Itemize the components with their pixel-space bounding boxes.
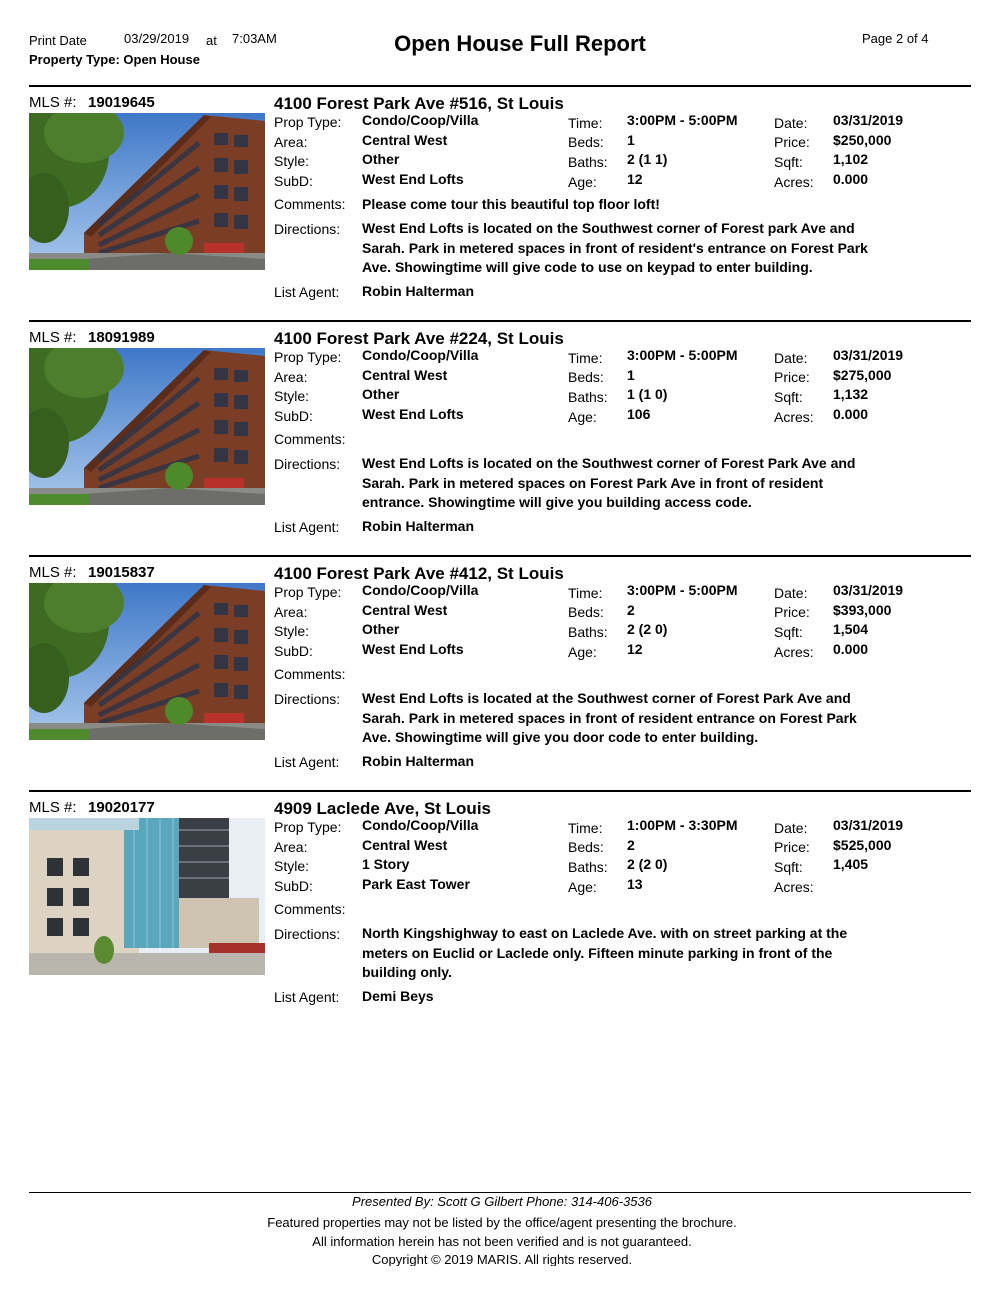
age-value: 12 (627, 641, 643, 658)
loft-building-photo (29, 348, 265, 505)
subd-value: Park East Tower (362, 876, 470, 893)
copyright: Copyright © 2019 MARIS. All rights reserved. (371, 1252, 633, 1266)
directions-line: West End Lofts is located on the Southwest corner of Forest Park Ave and (362, 455, 856, 471)
date-label: Date: (774, 349, 808, 366)
list-agent-label: List Agent: (274, 284, 340, 300)
subd-value: West End Lofts (362, 641, 464, 658)
style-value: Other (362, 151, 400, 168)
directions-value (362, 454, 902, 513)
subd-value: West End Lofts (362, 406, 464, 423)
print-date: 03/29/2019 (124, 31, 190, 46)
sqft-label: Sqft: (774, 858, 803, 875)
presented-by: Presented By: Scott G Gilbert Phone: 314-406-3536 (352, 1194, 652, 1209)
list-agent-value: Robin Halterman (362, 518, 475, 534)
listing-address: 4100 Forest Park Ave #516, St Louis (274, 94, 564, 113)
prop-type-value: Condo/Coop/Villa (362, 817, 479, 833)
time-label: Time: (568, 584, 603, 601)
acres-value: 0.000 (833, 406, 869, 423)
baths-label: Baths: (568, 858, 608, 875)
property-type-header: Property Type: Open House (29, 52, 200, 67)
directions-label: Directions: (274, 221, 341, 237)
list-agent-label: List Agent: (274, 519, 340, 535)
loft-building-photo (29, 113, 265, 270)
list-agent-label: List Agent: (274, 754, 340, 770)
mls-number: 19019645 (88, 94, 155, 111)
age-value: 12 (627, 171, 643, 188)
subd-label: SubD: (274, 643, 313, 660)
listing-address: 4100 Forest Park Ave #224, St Louis (274, 329, 564, 348)
subd-value: West End Lofts (362, 171, 464, 188)
mls-label: MLS #: (29, 94, 77, 111)
date-value: 03/31/2019 (833, 347, 904, 363)
time-label: Time: (568, 349, 603, 366)
price-label: Price: (774, 839, 810, 856)
prop-type-label: Prop Type: (274, 114, 342, 130)
time-label: Time: (568, 819, 603, 836)
style-label: Style: (274, 388, 310, 405)
baths-value: 2 (1 1) (627, 151, 668, 168)
subd-label: SubD: (274, 173, 313, 190)
sqft-value: 1,504 (833, 621, 869, 638)
directions-label: Directions: (274, 456, 341, 472)
comments-label: Comments: (274, 431, 346, 447)
baths-label: Baths: (568, 623, 608, 640)
style-value: Other (362, 621, 400, 638)
listing-address: 4100 Forest Park Ave #412, St Louis (274, 564, 564, 583)
beds-value: 1 (627, 366, 635, 383)
time-label: Time: (568, 114, 603, 131)
comments-label: Comments: (274, 901, 346, 917)
beds-label: Beds: (568, 604, 604, 621)
list-agent-label: List Agent: (274, 989, 340, 1005)
listing-19019645 (29, 94, 971, 324)
acres-value: 0.000 (833, 171, 869, 188)
time-value: 1:00PM - 3:30PM (627, 817, 738, 833)
time-value: 3:00PM - 5:00PM (627, 347, 738, 363)
directions-line: building only. (362, 964, 452, 981)
age-label: Age: (568, 173, 597, 190)
prop-type-label: Prop Type: (274, 819, 342, 835)
beds-label: Beds: (568, 134, 604, 151)
loft-building-photo (29, 583, 265, 740)
area-value: Central West (362, 366, 448, 383)
date-value: 03/31/2019 (833, 817, 904, 833)
listing-19015837 (29, 564, 971, 794)
beds-label: Beds: (568, 369, 604, 386)
age-value: 106 (627, 406, 651, 423)
listing-divider (29, 555, 971, 557)
time-value: 3:00PM - 5:00PM (627, 582, 738, 598)
style-label: Style: (274, 858, 310, 875)
beds-value: 2 (627, 601, 635, 618)
directions-line: meters on Euclid or Laclede only. Fifteen minute parking in front of the (362, 944, 833, 961)
mls-label: MLS #: (29, 329, 77, 346)
disclaimer-line-2: All information herein has not been verified and is not guaranteed. (312, 1234, 692, 1249)
listing-divider (29, 790, 971, 792)
sqft-label: Sqft: (774, 388, 803, 405)
date-value: 03/31/2019 (833, 582, 904, 598)
price-label: Price: (774, 604, 810, 621)
print-time: 7:03AM (232, 31, 277, 46)
sqft-value: 1,132 (833, 386, 869, 403)
directions-line: North Kingshighway to east on Laclede Ave. with on street parking at the (362, 925, 848, 941)
subd-label: SubD: (274, 408, 313, 425)
page-number: Page 2 of 4 (862, 31, 929, 46)
listing-18091989 (29, 329, 971, 559)
comments-label: Comments: (274, 666, 346, 682)
directions-line: Ave. Showingtime will give you door code to enter building. (362, 729, 759, 746)
directions-line: Ave. Showingtime will give code to use on keypad to enter building. (362, 259, 813, 276)
tower-building-photo (29, 818, 265, 975)
subd-label: SubD: (274, 878, 313, 895)
baths-label: Baths: (568, 153, 608, 170)
acres-label: Acres: (774, 408, 814, 425)
directions-line: West End Lofts is located at the Southwest corner of Forest Park Ave and (362, 690, 851, 706)
price-value: $275,000 (833, 366, 892, 383)
sqft-label: Sqft: (774, 153, 803, 170)
acres-label: Acres: (774, 173, 814, 190)
date-label: Date: (774, 114, 808, 131)
age-value: 13 (627, 876, 643, 893)
prop-type-value: Condo/Coop/Villa (362, 582, 479, 598)
directions-label: Directions: (274, 926, 341, 942)
sqft-value: 1,102 (833, 151, 869, 168)
acres-label: Acres: (774, 643, 814, 660)
age-label: Age: (568, 643, 597, 660)
age-label: Age: (568, 878, 597, 895)
area-value: Central West (362, 601, 448, 618)
comments-value: Please come tour this beautiful top floor loft! (362, 196, 660, 212)
directions-line: Sarah. Park in metered spaces in front of resident entrance on Forest Park (362, 709, 857, 726)
style-label: Style: (274, 153, 310, 170)
comments-label: Comments: (274, 196, 346, 212)
beds-label: Beds: (568, 839, 604, 856)
price-label: Price: (774, 369, 810, 386)
mls-label: MLS #: (29, 799, 77, 816)
mls-label: MLS #: (29, 564, 77, 581)
area-label: Area: (274, 838, 308, 855)
sqft-label: Sqft: (774, 623, 803, 640)
mls-number: 18091989 (88, 329, 155, 346)
prop-type-value: Condo/Coop/Villa (362, 112, 479, 128)
directions-value (362, 219, 902, 278)
price-label: Price: (774, 134, 810, 151)
area-label: Area: (274, 368, 308, 385)
area-label: Area: (274, 133, 308, 150)
beds-value: 1 (627, 131, 635, 148)
directions-value (362, 689, 902, 748)
print-date-label: Print Date (29, 33, 87, 48)
listing-address: 4909 Laclede Ave, St Louis (274, 799, 491, 818)
date-label: Date: (774, 819, 808, 836)
footer-divider (29, 1192, 971, 1193)
list-agent-value: Robin Halterman (362, 753, 475, 769)
style-label: Style: (274, 623, 310, 640)
acres-value: 0.000 (833, 641, 869, 658)
prop-type-label: Prop Type: (274, 349, 342, 365)
style-value: Other (362, 386, 400, 403)
mls-number: 19015837 (88, 564, 155, 581)
date-label: Date: (774, 584, 808, 601)
date-value: 03/31/2019 (833, 112, 904, 128)
time-value: 3:00PM - 5:00PM (627, 112, 738, 128)
baths-value: 2 (2 0) (627, 621, 668, 638)
age-label: Age: (568, 408, 597, 425)
price-value: $525,000 (833, 836, 892, 853)
prop-type-value: Condo/Coop/Villa (362, 347, 479, 363)
list-agent-value: Robin Halterman (362, 283, 475, 299)
baths-label: Baths: (568, 388, 608, 405)
sqft-value: 1,405 (833, 856, 869, 873)
report-title: Open House Full Report (394, 31, 646, 56)
style-value: 1 Story (362, 856, 410, 873)
directions-line: West End Lofts is located on the Southwest corner of Forest park Ave and (362, 220, 855, 236)
directions-line: Sarah. Park in metered spaces on Forest Park Ave in front of resident (362, 474, 824, 491)
disclaimer-line-1: Featured properties may not be listed by the office/agent presenting the brochure. (267, 1215, 737, 1230)
directions-label: Directions: (274, 691, 341, 707)
prop-type-label: Prop Type: (274, 584, 342, 600)
beds-value: 2 (627, 836, 635, 853)
area-value: Central West (362, 131, 448, 148)
listing-19020177 (29, 799, 971, 1029)
list-agent-value: Demi Beys (362, 988, 434, 1004)
price-value: $250,000 (833, 131, 892, 148)
area-value: Central West (362, 836, 448, 853)
acres-label: Acres: (774, 878, 814, 895)
mls-number: 19020177 (88, 799, 155, 816)
baths-value: 1 (1 0) (627, 386, 668, 403)
area-label: Area: (274, 603, 308, 620)
listing-divider (29, 320, 971, 322)
at-label: at (206, 33, 217, 48)
directions-line: entrance. Showingtime will give you building access code. (362, 494, 752, 511)
price-value: $393,000 (833, 601, 892, 618)
header-divider (29, 85, 971, 87)
directions-line: Sarah. Park in metered spaces in front of resident's entrance on Forest Park (362, 239, 868, 256)
directions-value (362, 924, 902, 983)
baths-value: 2 (2 0) (627, 856, 668, 873)
